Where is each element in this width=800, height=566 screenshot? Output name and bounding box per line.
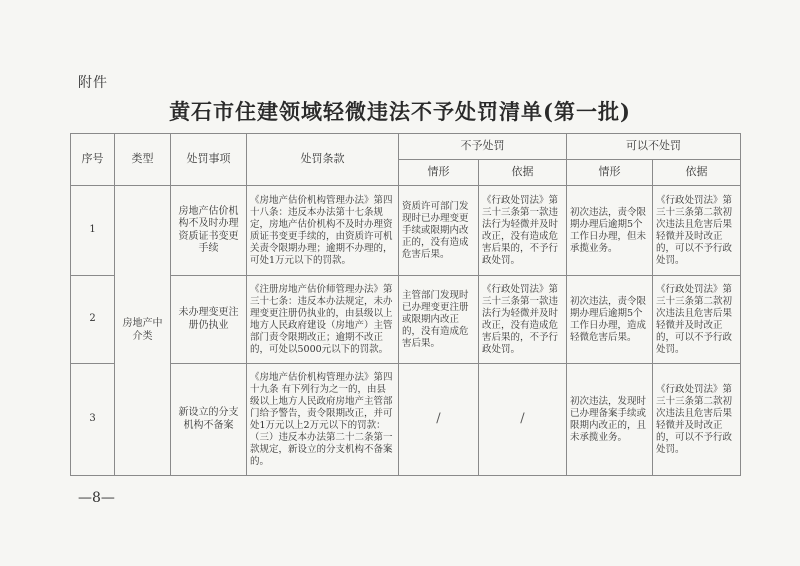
header-situation-2: 情形 [567, 160, 653, 186]
row-may-situation: 初次违法，发现时已办理备案手续或限期内改正的，且未承揽业务。 [567, 364, 653, 476]
header-seq: 序号 [71, 134, 115, 186]
row-may-basis: 《行政处罚法》第三十三条第二款初次违法且危害后果轻微并及时改正的，可以不予行政处罚。 [653, 276, 741, 364]
penalty-table [70, 133, 741, 476]
row-item: 房地产估价机构不及时办理资质证书变更手续 [171, 186, 247, 276]
row-seq: 3 [71, 364, 115, 476]
table-row [71, 276, 741, 364]
row-no-situation: 资质许可部门发现时已办理变更手续或限期内改正的，没有造成危害后果。 [399, 186, 479, 276]
row-item: 未办理变更注册仍执业 [171, 276, 247, 364]
table-row [71, 364, 741, 476]
row-may-situation: 初次违法，责令限期办理后逾期5个工作日办理，但未承揽业务。 [567, 186, 653, 276]
table-row [71, 186, 741, 276]
row-item: 新设立的分支机构不备案 [171, 364, 247, 476]
row-may-basis: 《行政处罚法》第三十三条第二款初次违法且危害后果轻微并及时改正的，可以不予行政处罚。 [653, 364, 741, 476]
header-basis: 依据 [479, 160, 567, 186]
row-no-basis: 《行政处罚法》第三十三条第一款违法行为轻微并及时改正，没有造成危害后果的，不予行政处罚。 [479, 276, 567, 364]
header-clause: 处罚条款 [247, 134, 399, 186]
header-type: 类型 [115, 134, 171, 186]
document-title: 黄石市住建领域轻微违法不予处罚清单(第一批) [169, 99, 631, 124]
header-item: 处罚事项 [171, 134, 247, 186]
row-clause: 《房地产估价机构管理办法》第四十九条 有下列行为之一的，由县级以上地方人民政府房地产主管部门给予警告，责令限期改正，并可处1万元以上2万元以下的罚款：（三）违反本办法第二十二条第一款规定，新设立的分支机构不备案的。 [247, 364, 399, 476]
attachment-label: 附件 [78, 75, 108, 91]
row-clause: 《注册房地产估价师管理办法》第三十七条：违反本办法规定，未办理变更注册仍执业的，由县级以上地方人民政府建设（房地产）主管部门责令限期改正；逾期不改正的，可处以5000元以下的罚款。 [247, 276, 399, 364]
page-number: —8— [78, 490, 115, 506]
row-clause: 《房地产估价机构管理办法》第四十八条：违反本办法第十七条规定，房地产估价机构不及时办理资质证书变更手续的，由资质许可机关责令限期办理；逾期不办理的，可处1万元以下的罚款。 [247, 186, 399, 276]
row-may-situation: 初次违法，责令限期办理后逾期5个工作日办理，造成轻微危害后果。 [567, 276, 653, 364]
row-no-basis: 《行政处罚法》第三十三条第一款违法行为轻微并及时改正，没有造成危害后果的，不予行政处罚。 [479, 186, 567, 276]
row-no-situation: 主管部门发现时已办理变更注册或限期内改正的，没有造成危害后果。 [399, 276, 479, 364]
header-basis-2: 依据 [653, 160, 741, 186]
row-seq: 1 [71, 186, 115, 276]
category-cell: 房地产中介类 [115, 186, 171, 476]
row-no-basis: / [479, 364, 567, 476]
row-seq: 2 [71, 276, 115, 364]
row-may-basis: 《行政处罚法》第三十三条第二款初次违法且危害后果轻微并及时改正的，可以不予行政处罚。 [653, 186, 741, 276]
header-situation: 情形 [399, 160, 479, 186]
row-no-situation: / [399, 364, 479, 476]
header-may-no-penalty: 可以不处罚 [567, 134, 741, 160]
header-no-penalty: 不予处罚 [399, 134, 567, 160]
